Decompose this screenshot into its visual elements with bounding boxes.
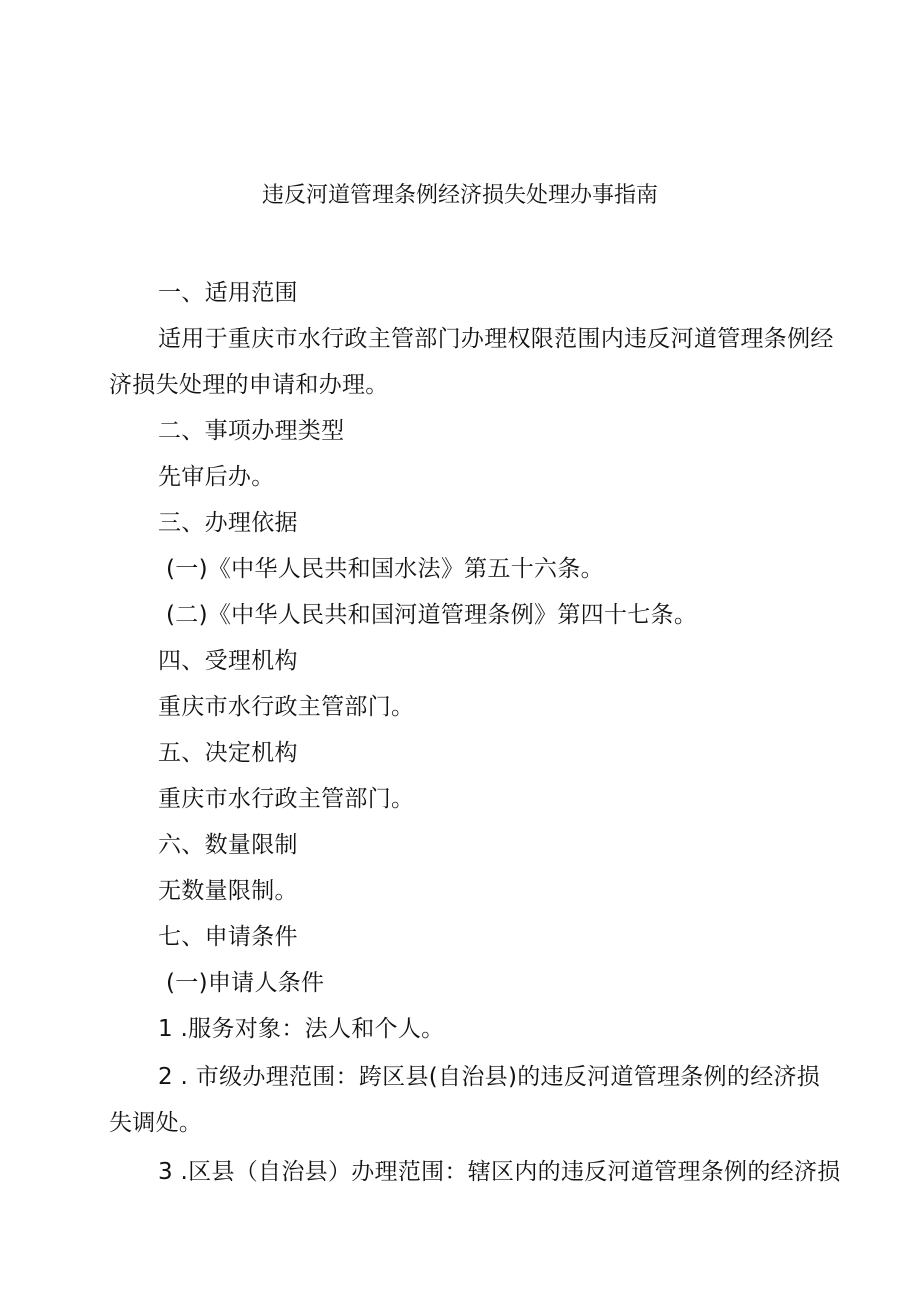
section-heading-scope: 一、适用范围 xyxy=(158,280,298,306)
section-heading-deciding-agency: 五、决定机构 xyxy=(158,740,298,766)
section-heading-conditions: 七、申请条件 xyxy=(158,924,298,950)
paragraph-line: (一)《中华人民共和国水法》第五十六条。 xyxy=(166,556,604,582)
section-heading-accepting-agency: 四、受理机构 xyxy=(158,648,298,674)
paragraph-line: 无数量限制。 xyxy=(158,878,298,904)
paragraph-line: (一)申请人条件 xyxy=(166,970,325,996)
paragraph-line: 1 .服务对象：法人和个人。 xyxy=(158,1016,445,1042)
paragraph-line: 适用于重庆市水行政主管部门办理权限范围内违反河道管理条例经 xyxy=(158,326,834,352)
paragraph-line: 济损失处理的申请和办理。 xyxy=(109,372,389,398)
section-heading-type: 二、事项办理类型 xyxy=(158,418,345,444)
paragraph-line: 重庆市水行政主管部门。 xyxy=(158,694,415,720)
section-heading-quantity-limit: 六、数量限制 xyxy=(158,832,298,858)
paragraph-line: 重庆市水行政主管部门。 xyxy=(158,786,415,812)
paragraph-line: 失调处。 xyxy=(109,1110,203,1136)
document-title: 违反河道管理条例经济损失处理办事指南 xyxy=(261,183,658,208)
paragraph-line: (二)《中华人民共和国河道管理条例》第四十七条。 xyxy=(166,602,698,628)
paragraph-line: 3 .区县（自治县）办理范围：辖区内的违反河道管理条例的经济损 xyxy=(158,1159,841,1185)
paragraph-line: 先审后办。 xyxy=(158,464,275,490)
section-heading-basis: 三、办理依据 xyxy=(158,510,298,536)
paragraph-line: 2 . 市级办理范围：跨区县(自治县)的违反河道管理条例的经济损 xyxy=(158,1064,821,1090)
